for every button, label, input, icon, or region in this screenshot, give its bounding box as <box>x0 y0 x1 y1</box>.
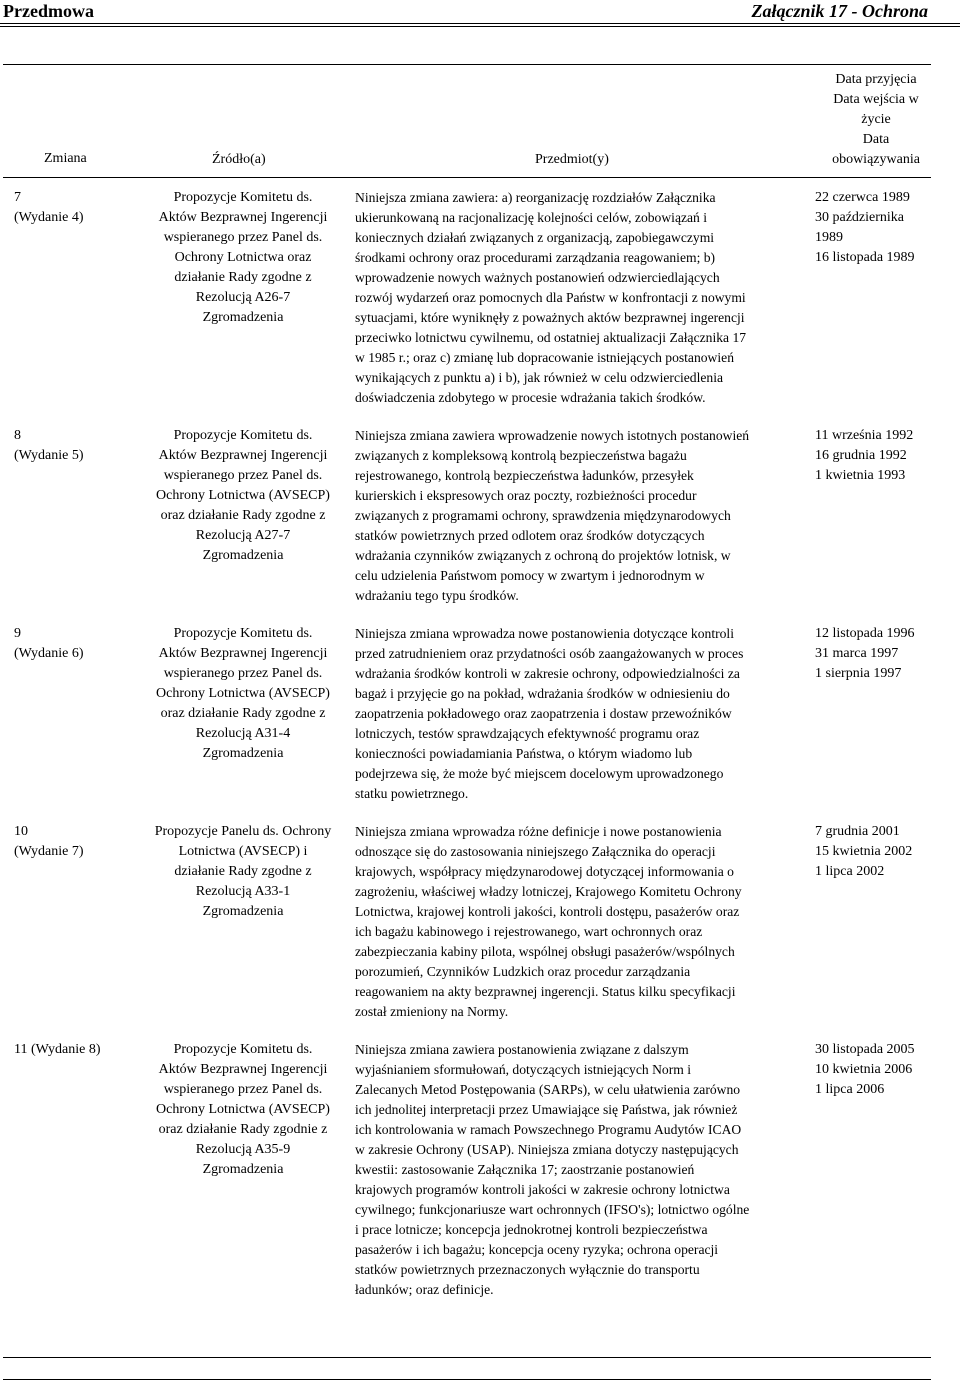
cell-przedmiot-line: związanych z programami ochrony, sprawdzenia międzynarodowych <box>355 508 731 523</box>
cell-zrodlo <box>143 1040 343 1180</box>
cell-zrodlo-line: Rezolucją A31-4 <box>195 726 291 741</box>
cell-daty-line: 22 czerwca 1989 <box>815 190 910 205</box>
cell-daty <box>815 188 935 268</box>
cell-zrodlo-line: Propozycje Komitetu ds. <box>173 1042 313 1057</box>
cell-przedmiot-line: Zalecanych Metod Postępowania (SARPs), w celu ułatwienia zarówno <box>355 1082 741 1097</box>
cell-daty-line: 15 kwietnia 2002 <box>815 844 913 859</box>
cell-przedmiot-line: wdrażania czynników związanych z ochroną do projektów lotnisk, w <box>355 548 731 563</box>
cell-przedmiot-line: zaopatrzenia pokładowego oraz zaopatrzenia i dostaw przewoźników <box>355 706 732 721</box>
cell-zrodlo-line: wspieranego przez Panel ds. <box>163 230 323 245</box>
header-rule <box>0 23 960 24</box>
cell-przedmiot-line: statków powietrznych przeznaczonych wyłącznie do transportu <box>355 1262 700 1277</box>
cell-przedmiot-line: cywilnego; funkcjonariusze wart ochronnych (IFSO's); lotnictwo ogólne <box>355 1202 750 1217</box>
column-header-data-line: obowiązywania <box>832 152 920 167</box>
cell-przedmiot-line: kurierskich i ekspresowych oraz poczty, rozbieżności procedur <box>355 488 697 503</box>
cell-przedmiot <box>355 822 795 1022</box>
table-top-rule <box>3 64 931 65</box>
cell-przedmiot-line: ich jednolitej interpretacji przez Umawiające się Państwa, jak również <box>355 1102 738 1117</box>
cell-zrodlo-line: Zgromadzenia <box>202 1162 284 1177</box>
cell-przedmiot-line: wprowadzenie nowych ważnych postanowień odzwierciedlających <box>355 270 720 285</box>
cell-daty-line: 1989 <box>815 230 843 245</box>
cell-zmiana-line: 7 <box>14 190 21 205</box>
cell-zrodlo-line: działanie Rady zgodne z <box>174 864 312 879</box>
header-rule-secondary <box>0 26 960 27</box>
cell-przedmiot-line: w 1985 r.; oraz c) zmianę lub dopracowanie istniejących postanowień <box>355 350 734 365</box>
cell-zrodlo-line: oraz działanie Rady zgodnie z <box>158 1122 328 1137</box>
cell-przedmiot <box>355 624 795 804</box>
cell-przedmiot-line: Niniejsza zmiana zawiera postanowienia związane z dalszym <box>355 1042 689 1057</box>
cell-przedmiot-line: związanych z kompleksową kontrolą bezpieczeństwa bagażu <box>355 448 687 463</box>
cell-przedmiot-line: Niniejsza zmiana zawiera wprowadzenie nowych istotnych postanowień <box>355 428 750 443</box>
cell-zrodlo-line: Propozycje Komitetu ds. <box>173 626 313 641</box>
column-header-data-line: Data przyjęcia <box>835 72 917 87</box>
cell-przedmiot-line: statków powietrznych przed odlotem oraz środków dotyczących <box>355 528 705 543</box>
cell-zrodlo-line: Zgromadzenia <box>202 904 284 919</box>
cell-daty-line: 12 listopada 1996 <box>815 626 915 641</box>
cell-przedmiot-line: pasażerów i ich bagażu; koncepcja oceny ryzyka; ochrona operacji <box>355 1242 719 1257</box>
cell-zrodlo-line: Aktów Bezprawnej Ingerencji <box>158 448 328 463</box>
cell-daty-line: 1 sierpnia 1997 <box>815 666 902 681</box>
cell-przedmiot-line: wdrażania środków kontroli w zakresie ochrony, odpowiedzialności za <box>355 666 740 681</box>
annex-title: Załącznik 17 - Ochrona <box>751 1 928 21</box>
cell-daty-line: 11 września 1992 <box>815 428 914 443</box>
cell-zmiana <box>14 1040 134 1060</box>
cell-przedmiot-line: podejrzewa się, że może być miejscem docelowym uprowadzonego <box>355 766 724 781</box>
cell-zrodlo-line: Aktów Bezprawnej Ingerencji <box>158 210 328 225</box>
cell-przedmiot-line: rejestrowanego, kontrolą bezpieczeństwa ładunków, przesyłek <box>355 468 694 483</box>
cell-zrodlo-line: Zgromadzenia <box>202 310 284 325</box>
cell-daty-line: 1 lipca 2006 <box>815 1082 885 1097</box>
cell-zrodlo-line: Propozycje Komitetu ds. <box>173 190 313 205</box>
cell-przedmiot-line: sytuacjami, które wyniknęły z poważnych aktów bezprawnej ingerencji <box>355 310 745 325</box>
cell-przedmiot <box>355 426 795 606</box>
cell-daty <box>815 426 935 486</box>
cell-daty-line: 1 lipca 2002 <box>815 864 885 879</box>
cell-zrodlo <box>143 188 343 328</box>
cell-zrodlo-line: Aktów Bezprawnej Ingerencji <box>158 1062 328 1077</box>
cell-zrodlo-line: Propozycje Komitetu ds. <box>173 428 313 443</box>
cell-zrodlo-line: oraz działanie Rady zgodne z <box>160 508 326 523</box>
cell-daty-line: 16 grudnia 1992 <box>815 448 907 463</box>
cell-przedmiot-line: statku powietrznego. <box>355 786 469 801</box>
cell-przedmiot-line: wynikających z punktu a) i b), jak również w celu odzwierciedlenia <box>355 370 724 385</box>
cell-zmiana-line: 11 (Wydanie 8) <box>14 1042 101 1057</box>
cell-zrodlo-line: Rezolucją A26-7 <box>195 290 291 305</box>
cell-zrodlo-line: Rezolucją A33-1 <box>195 884 291 899</box>
cell-daty <box>815 624 935 684</box>
section-title: Przedmowa <box>3 1 94 21</box>
cell-zmiana <box>14 624 134 664</box>
cell-zrodlo-line: Zgromadzenia <box>202 746 284 761</box>
cell-przedmiot-line: porozumień, Czynników Ludzkich oraz procedur zarządzania <box>355 964 691 979</box>
cell-zrodlo <box>143 426 343 566</box>
cell-przedmiot-line: ładunków; oraz definicje. <box>355 1282 494 1297</box>
column-header-data <box>812 70 940 170</box>
cell-przedmiot-line: Niniejsza zmiana wprowadza nowe postanowienia dotyczące kontroli <box>355 626 734 641</box>
cell-zrodlo-line: Rezolucją A27-7 <box>195 528 291 543</box>
cell-przedmiot-line: w zakresie Ochrony (USAP). Niniejsza zmiana dotyczy następujących <box>355 1142 739 1157</box>
cell-daty-line: 31 marca 1997 <box>815 646 899 661</box>
cell-przedmiot-line: wyjaśnianiem sformułowań, dotyczących istniejących Norm i <box>355 1062 691 1077</box>
column-header-zmiana: Zmiana <box>44 151 87 166</box>
cell-daty-line: 1 kwietnia 1993 <box>815 468 906 483</box>
cell-zrodlo-line: Ochrony Lotnictwa (AVSECP) <box>156 1102 330 1117</box>
cell-zrodlo-line: wspieranego przez Panel ds. <box>163 666 323 681</box>
cell-przedmiot <box>355 1040 795 1300</box>
cell-przedmiot-line: i prace lotnicze; koncepcja jednokrotnej kontroli bezpieczeństwa <box>355 1222 708 1237</box>
cell-przedmiot-line: celu udzielenia Państwom pomocy w zwartym i jednorodnym w <box>355 568 705 583</box>
cell-przedmiot-line: rozwój wydarzeń oraz pomocnych dla Państw w konfrontacji z nowymi <box>355 290 746 305</box>
cell-przedmiot-line: reagowaniem na akty bezprawnej ingerencji. Status kilku specyfikacji <box>355 984 736 999</box>
cell-przedmiot-line: zabezpieczania kabiny pilota, wspólnej obsługi pasażerów/wspólnych <box>355 944 735 959</box>
cell-przedmiot-line: został zmieniony na Normy. <box>355 1004 509 1019</box>
cell-daty-line: 30 października <box>815 210 905 225</box>
cell-zrodlo <box>143 822 343 922</box>
cell-zrodlo <box>143 624 343 764</box>
cell-przedmiot-line: wdrażaniu tego typu środków. <box>355 588 519 603</box>
cell-przedmiot-line: lotniczych, testów sprawdzających efektywność programu oraz <box>355 726 700 741</box>
cell-daty <box>815 822 935 882</box>
cell-zrodlo-line: oraz działanie Rady zgodne z <box>160 706 326 721</box>
column-header-data-line: Data <box>862 132 890 147</box>
cell-przedmiot-line: odnoszące się do zastosowania niniejszego Załącznika do operacji <box>355 844 716 859</box>
column-header-przedmiot: Przedmiot(y) <box>535 152 609 167</box>
cell-zrodlo-line: Zgromadzenia <box>202 548 284 563</box>
cell-zrodlo-line: Rezolucją A35-9 <box>195 1142 291 1157</box>
cell-zmiana-line: 8 <box>14 428 21 443</box>
cell-przedmiot-line: koniecznych działań związanych z organizacją, zapobiegawczymi <box>355 230 715 245</box>
cell-przedmiot-line: doświadczenia zdobytego w procesie wdrażania takich środków. <box>355 390 706 405</box>
cell-zrodlo-line: działanie Rady zgodne z <box>174 270 312 285</box>
cell-przedmiot-line: Niniejsza zmiana zawiera: a) reorganizację rozdziałów Załącznika <box>355 190 716 205</box>
cell-zrodlo-line: Ochrony Lotnictwa (AVSECP) <box>156 686 330 701</box>
cell-daty-line: 30 listopada 2005 <box>815 1042 915 1057</box>
cell-daty-line: 16 listopada 1989 <box>815 250 915 265</box>
cell-przedmiot-line: ich bagażu kabinowego i rejestrowanego, wart ochronnych oraz <box>355 924 703 939</box>
cell-przedmiot-line: środkami ochrony oraz procedurami zarządzania reagowaniem; b) <box>355 250 716 265</box>
cell-przedmiot-line: krajowych programów kontroli jakości w zakresie ochrony lotnictwa <box>355 1182 730 1197</box>
cell-przedmiot-line: konieczności powiadamiania Państwa, o którym wiadomo lub <box>355 746 693 761</box>
cell-zrodlo-line: wspieranego przez Panel ds. <box>163 1082 323 1097</box>
cell-zmiana-line: 10 <box>14 824 28 839</box>
cell-zrodlo-line: Ochrony Lotnictwa (AVSECP) <box>156 488 330 503</box>
cell-zmiana <box>14 426 134 466</box>
cell-zmiana-line: 9 <box>14 626 21 641</box>
cell-przedmiot-line: przeciwko lotnictwu cywilnemu, od ostatniej aktualizacji Załącznika 17 <box>355 330 747 345</box>
cell-przedmiot-line: zagrożeniu, właściwej władzy lotniczej, Krajowego Komitetu Ochrony <box>355 884 742 899</box>
cell-daty-line: 7 grudnia 2001 <box>815 824 900 839</box>
cell-zmiana-line: (Wydanie 4) <box>14 210 84 225</box>
cell-przedmiot-line: kwestii: zastosowanie Załącznika 17; zaostrzanie postanowień <box>355 1162 695 1177</box>
cell-zrodlo-line: wspieranego przez Panel ds. <box>163 468 323 483</box>
table-header-rule <box>3 177 931 178</box>
cell-przedmiot-line: krajowych, współpracy międzynarodowej dotyczącej informowania o <box>355 864 734 879</box>
cell-zmiana <box>14 188 134 228</box>
cell-zmiana <box>14 822 134 862</box>
cell-zmiana-line: (Wydanie 5) <box>14 448 84 463</box>
cell-zrodlo-line: Lotnictwa (AVSECP) i <box>178 844 308 859</box>
cell-zmiana-line: (Wydanie 7) <box>14 844 84 859</box>
cell-zrodlo-line: Aktów Bezprawnej Ingerencji <box>158 646 328 661</box>
footer-rule-secondary <box>3 1379 931 1380</box>
cell-przedmiot-line: Niniejsza zmiana wprowadza różne definicje i nowe postanowienia <box>355 824 722 839</box>
cell-przedmiot-line: bagaż i przyjęcie go na pokład, wdrażania środków w odniesieniu do <box>355 686 730 701</box>
cell-daty <box>815 1040 935 1100</box>
column-header-data-line: życie <box>861 112 891 127</box>
column-header-data-line: Data wejścia w <box>833 92 919 107</box>
cell-przedmiot-line: ich kontrolowania w ramach Powszechnego Programu Audytów ICAO <box>355 1122 742 1137</box>
cell-daty-line: 10 kwietnia 2006 <box>815 1062 913 1077</box>
cell-przedmiot-line: Lotnictwa, krajowej kontroli jakości, kontroli dostępu, pasażerów oraz <box>355 904 740 919</box>
column-header-zrodlo: Źródło(a) <box>212 152 266 167</box>
cell-zmiana-line: (Wydanie 6) <box>14 646 84 661</box>
footer-rule <box>3 1357 931 1358</box>
cell-przedmiot-line: przed zatrudnieniem oraz przydatności osób zaangażowanych w proces <box>355 646 744 661</box>
cell-zrodlo-line: Ochrony Lotnictwa oraz <box>174 250 312 265</box>
cell-przedmiot <box>355 188 795 408</box>
cell-przedmiot-line: ukierunkowaną na racjonalizację kolejności celów, zobowiązań i <box>355 210 708 225</box>
cell-zrodlo-line: Propozycje Panelu ds. Ochrony <box>154 824 332 839</box>
